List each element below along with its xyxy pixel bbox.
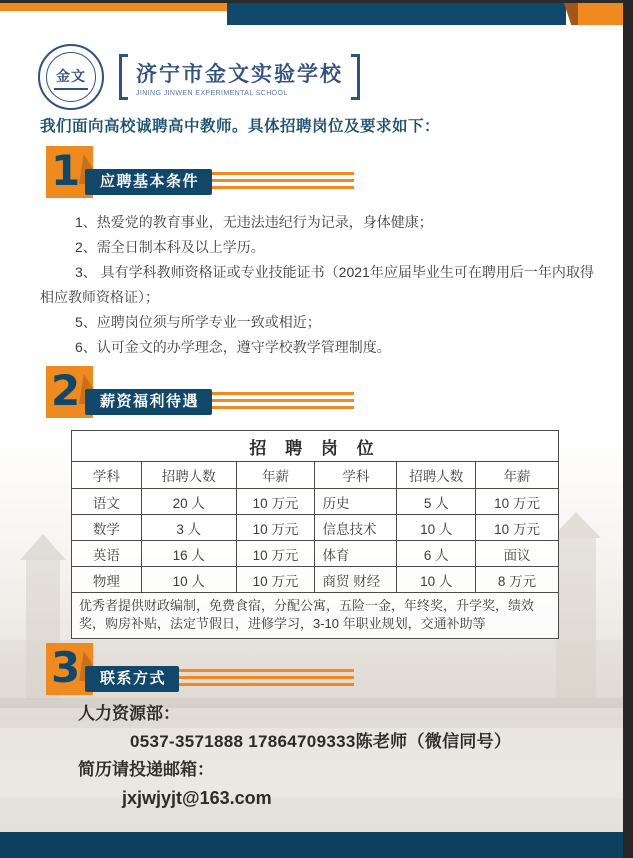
table-row	[72, 567, 559, 593]
requirement-item: 1、热爱党的教育事业，无违法违纪行为记录，身体健康；	[75, 214, 433, 230]
section-badge-salary	[46, 366, 346, 420]
table-title: 招 聘 岗 位	[72, 431, 559, 462]
contact-email-address: jxjwjyjt@163.com	[122, 788, 272, 808]
cell-salary: 10 万元	[236, 567, 315, 593]
table-header-row	[72, 462, 559, 489]
cell-salary: 10 万元	[236, 489, 315, 515]
cell-subject: 信息技术	[315, 515, 397, 541]
cell-salary: 8 万元	[476, 567, 559, 593]
cell-salary: 10 万元	[476, 489, 559, 515]
contact-email-label: 简历请投递邮箱：	[78, 760, 214, 779]
section-badge-contact	[46, 643, 346, 697]
school-logo-glyph: 金文	[54, 65, 88, 90]
cell-subject: 英语	[72, 541, 142, 567]
positions-table	[71, 430, 559, 639]
cell-headcount: 10 人	[141, 567, 236, 593]
section-number-3: 3	[46, 643, 93, 695]
col-header-subject: 学科	[315, 462, 397, 489]
contact-phone-numbers: 0537-3571888 17864709333陈老师（微信同号）	[130, 732, 512, 751]
top-orange-bar	[0, 3, 227, 11]
stripe-decoration	[196, 392, 354, 409]
section-number-1: 1	[46, 146, 93, 198]
intro-text: 我们面向高校诚聘高中教师。具体招聘岗位及要求如下：	[40, 118, 441, 135]
stripe-decoration	[168, 669, 354, 686]
cell-headcount: 5 人	[397, 489, 476, 515]
section-number-2: 2	[46, 366, 93, 418]
top-orange-block	[578, 3, 623, 25]
cell-headcount: 6 人	[397, 541, 476, 567]
school-logo-icon	[38, 44, 104, 110]
header	[38, 44, 360, 110]
col-header-salary: 年薪	[236, 462, 315, 489]
contact-block	[78, 700, 511, 812]
cell-subject: 语文	[72, 489, 142, 515]
cell-headcount: 20 人	[141, 489, 236, 515]
top-navy-block	[227, 3, 566, 25]
cell-subject: 数学	[72, 515, 142, 541]
col-header-salary: 年薪	[476, 462, 559, 489]
section-title-requirements: 应聘基本条件	[85, 169, 212, 195]
col-header-subject: 学科	[72, 462, 142, 489]
school-logo-inner-ring	[46, 52, 96, 102]
col-header-headcount: 招聘人数	[397, 462, 476, 489]
cell-salary: 10 万元	[236, 541, 315, 567]
col-header-headcount: 招聘人数	[141, 462, 236, 489]
bottom-navy-bar	[0, 832, 623, 858]
requirement-item: 3、 具有学科教师资格证或专业技能证书（2021年应届毕业生可在聘用后一年内取得相应教师资格证）；	[40, 264, 594, 305]
requirement-item: 5、应聘岗位须与所学专业一致或相近；	[75, 314, 321, 330]
cell-subject: 历史	[315, 489, 397, 515]
cell-headcount: 10 人	[397, 515, 476, 541]
cell-subject: 商贸 财经	[315, 567, 397, 593]
top-edge-strip	[0, 0, 633, 3]
section-badge-requirements	[46, 146, 346, 200]
school-name-chinese: 济宁市金文实验学校	[136, 62, 343, 86]
cell-headcount: 10 人	[397, 567, 476, 593]
table-row	[72, 541, 559, 567]
benefits-note: 优秀者提供财政编制，免费食宿，分配公寓，五险一金，年终奖，升学奖，绩效奖，购房补贴，法定节假日，进修学习，3-10 年职业规划，交通补助等	[72, 593, 559, 639]
requirements-list	[40, 210, 604, 360]
contact-department: 人力资源部：	[78, 704, 180, 723]
cell-salary: 面议	[476, 541, 559, 567]
left-bracket-decoration	[119, 54, 128, 100]
cell-headcount: 16 人	[141, 541, 236, 567]
cell-salary: 10 万元	[236, 515, 315, 541]
cell-subject: 物理	[72, 567, 142, 593]
school-name-block	[119, 54, 360, 100]
cell-headcount: 3 人	[141, 515, 236, 541]
cell-salary: 10 万元	[476, 515, 559, 541]
right-edge-strip	[623, 0, 633, 858]
stripe-decoration	[196, 172, 354, 189]
table-row	[72, 515, 559, 541]
requirement-item: 6、认可金文的办学理念，遵守学校教学管理制度。	[75, 339, 391, 355]
school-name-english: JINING JINWEN EXPERIMENTAL SCHOOL	[136, 89, 288, 97]
cell-subject: 体育	[315, 541, 397, 567]
right-bracket-decoration	[351, 54, 360, 100]
section-title-contact: 联系方式	[85, 666, 179, 692]
section-title-salary: 薪资福利待遇	[85, 389, 212, 415]
requirement-item: 2、需全日制本科及以上学历。	[75, 239, 265, 255]
table-row	[72, 489, 559, 515]
